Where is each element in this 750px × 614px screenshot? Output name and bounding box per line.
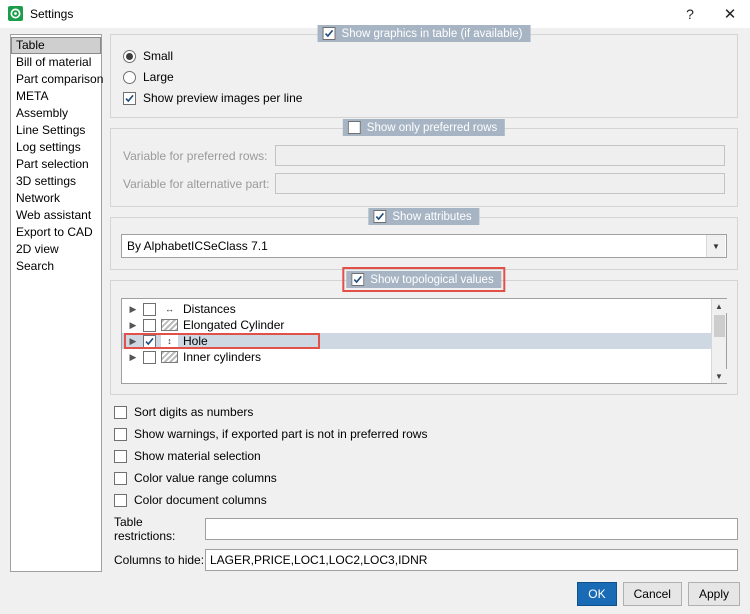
columns-to-hide-row: [110, 549, 738, 571]
show-preferred-rows-checkbox[interactable]: [348, 121, 361, 134]
tree-scrollbar[interactable]: [711, 299, 726, 383]
graphics-size-small-row[interactable]: [123, 49, 725, 63]
sidebar-item-part-comparison[interactable]: Part comparison: [16, 72, 104, 86]
tree-item-checkbox[interactable]: [143, 303, 156, 316]
chevron-right-icon[interactable]: ▶: [129, 335, 137, 346]
sidebar-item-2d-view[interactable]: 2D view: [16, 242, 59, 256]
preview-images-label: Show preview images per line: [143, 91, 303, 105]
preferred-rows-variable-label: Variable for preferred rows:: [123, 148, 268, 163]
show-material-selection-row[interactable]: [114, 449, 738, 463]
sidebar-item-search[interactable]: Search: [16, 259, 55, 273]
color-document-columns-label: Color document columns: [134, 493, 267, 507]
chevron-right-icon[interactable]: ▶: [129, 319, 137, 330]
columns-to-hide-label: Columns to hide:: [114, 553, 205, 567]
show-topological-values-checkbox[interactable]: [351, 273, 364, 286]
sort-digits-checkbox[interactable]: [114, 406, 127, 419]
group-preferred-rows-legend[interactable]: [343, 119, 505, 136]
chevron-right-icon[interactable]: ▶: [129, 351, 137, 362]
dialog-body: [0, 28, 750, 614]
preview-images-checkbox[interactable]: [123, 92, 136, 105]
tree-item-label: Hole: [183, 334, 208, 348]
attribute-class-dropdown[interactable]: [121, 234, 727, 258]
tree-item-checkbox[interactable]: [143, 335, 156, 348]
content-row: [10, 27, 740, 577]
table-restrictions-input[interactable]: [205, 518, 738, 540]
hatch-icon: [161, 351, 178, 363]
chevron-right-icon[interactable]: ▶: [129, 303, 137, 314]
sidebar-item-3d-settings[interactable]: 3D settings: [16, 174, 77, 188]
hatch-icon: [161, 319, 178, 331]
tree-item-label: Distances: [183, 302, 236, 316]
tree-item-checkbox[interactable]: [143, 351, 156, 364]
show-attributes-checkbox[interactable]: [373, 210, 386, 223]
scroll-down-icon[interactable]: ▼: [712, 369, 727, 383]
table-restrictions-row: [110, 515, 738, 543]
show-attributes-legend-label: Show attributes: [392, 210, 472, 223]
dialog-footer: [577, 582, 740, 606]
show-material-selection-label: Show material selection: [134, 449, 261, 463]
show-warnings-row[interactable]: [114, 427, 738, 441]
preview-images-row[interactable]: [123, 91, 725, 105]
show-graphics-checkbox[interactable]: [323, 27, 336, 40]
tree-row[interactable]: [122, 317, 711, 333]
scrollbar-thumb[interactable]: [714, 315, 725, 337]
sidebar-item-table[interactable]: Table: [11, 37, 101, 54]
sidebar-item-part-selection[interactable]: Part selection: [16, 157, 89, 171]
sidebar-item-line-settings[interactable]: Line Settings: [16, 123, 86, 137]
show-material-selection-checkbox[interactable]: [114, 450, 127, 463]
preferred-rows-variable-input[interactable]: [275, 145, 725, 166]
group-show-attributes-legend[interactable]: [368, 208, 479, 225]
table-options-checklist: [114, 405, 738, 507]
sidebar-item-meta[interactable]: META: [16, 89, 49, 103]
sidebar-item-network[interactable]: Network: [16, 191, 61, 205]
columns-to-hide-input[interactable]: [205, 549, 738, 571]
radio-large[interactable]: [123, 71, 136, 84]
group-show-attributes: [110, 210, 738, 270]
tree-row[interactable]: [122, 333, 711, 349]
radio-large-label: Large: [143, 70, 174, 84]
chevron-down-icon[interactable]: ▼: [706, 235, 725, 257]
color-value-range-columns-checkbox[interactable]: [114, 472, 127, 485]
sidebar-item-log-settings[interactable]: Log settings: [16, 140, 81, 154]
color-value-range-columns-label: Color value range columns: [134, 471, 277, 485]
color-document-columns-row[interactable]: [114, 493, 738, 507]
sidebar-item-web-assistant[interactable]: Web assistant: [16, 208, 92, 222]
tree-row[interactable]: [122, 349, 711, 365]
sidebar-item-export-to-cad[interactable]: Export to CAD: [16, 225, 93, 239]
graphics-size-large-row[interactable]: [123, 70, 725, 84]
radio-small[interactable]: [123, 50, 136, 63]
show-preferred-rows-legend-label: Show only preferred rows: [366, 121, 498, 134]
sort-digits-label: Sort digits as numbers: [134, 405, 254, 419]
show-warnings-checkbox[interactable]: [114, 428, 127, 441]
apply-button[interactable]: Apply: [688, 582, 740, 606]
alternative-part-variable-row: [123, 173, 725, 194]
tree-item-checkbox[interactable]: [143, 319, 156, 332]
group-topological-values: [110, 273, 738, 395]
measure-icon: ↔: [161, 303, 178, 315]
sidebar-item-assembly[interactable]: Assembly: [16, 106, 69, 120]
settings-category-list[interactable]: [10, 34, 102, 572]
attribute-class-value: By AlphabetICSeClass 7.1: [127, 239, 268, 253]
cancel-button[interactable]: Cancel: [623, 582, 682, 606]
group-show-graphics-legend[interactable]: [318, 25, 531, 42]
settings-gear-icon: [8, 6, 23, 21]
radio-small-label: Small: [143, 49, 174, 63]
tree-items: [122, 299, 711, 383]
window-titlebar: [0, 0, 750, 28]
group-preferred-rows: [110, 121, 738, 207]
tree-item-label: Inner cylinders: [183, 350, 262, 364]
alternative-part-variable-label: Variable for alternative part:: [123, 176, 270, 191]
close-button[interactable]: ✕: [723, 5, 737, 23]
preferred-rows-variable-row: [123, 145, 725, 166]
table-restrictions-label: Table restrictions:: [114, 515, 176, 543]
help-button[interactable]: ?: [686, 5, 694, 22]
hole-icon: ↕: [161, 335, 178, 347]
group-topological-values-legend[interactable]: [346, 271, 501, 288]
topological-values-tree[interactable]: [121, 298, 727, 384]
table-settings-panel: [110, 27, 738, 577]
group-show-graphics: [110, 27, 738, 118]
sidebar-item-bill-of-material[interactable]: Bill of material: [16, 55, 92, 69]
topological-legend-highlight: [342, 267, 505, 292]
show-topological-values-legend-label: Show topological values: [370, 273, 494, 286]
alternative-part-variable-input[interactable]: [275, 173, 725, 194]
show-graphics-legend-label: Show graphics in table (if available): [341, 27, 523, 40]
color-value-range-columns-row[interactable]: [114, 471, 738, 485]
scroll-up-icon[interactable]: ▲: [712, 299, 727, 313]
tree-row[interactable]: [122, 301, 711, 317]
show-warnings-label: Show warnings, if exported part is not in preferred rows: [134, 427, 428, 441]
ok-button[interactable]: OK: [577, 582, 616, 606]
color-document-columns-checkbox[interactable]: [114, 494, 127, 507]
sort-digits-row[interactable]: [114, 405, 738, 419]
window-title: Settings: [30, 6, 74, 21]
tree-item-label: Elongated Cylinder: [183, 318, 285, 332]
